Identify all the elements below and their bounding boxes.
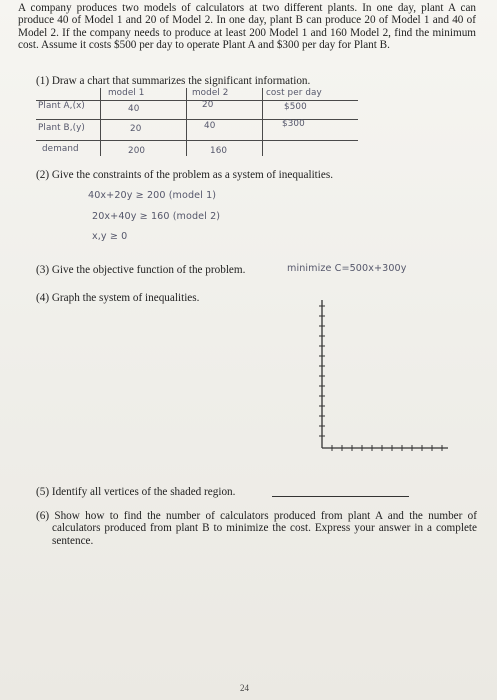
row-label-plant-b: Plant B,(y) xyxy=(38,123,85,133)
cell-demand-model1: 200 xyxy=(128,146,146,156)
summary-table xyxy=(34,88,364,158)
cell-b-model1: 20 xyxy=(130,124,142,134)
table-row-line-2 xyxy=(36,140,358,141)
cell-a-model1: 40 xyxy=(128,104,140,114)
header-model-1: model 1 xyxy=(108,88,145,98)
table-col-line-3 xyxy=(262,88,263,156)
header-cost-per-day: cost per day xyxy=(266,88,322,98)
cell-demand-model2: 160 xyxy=(210,146,228,156)
constraint-3: x,y ≥ 0 xyxy=(92,231,128,242)
table-col-line-1 xyxy=(100,88,101,156)
question-5: (5) Identify all vertices of the shaded region. xyxy=(36,486,236,498)
cell-a-cost: $500 xyxy=(284,102,307,112)
row-label-plant-a: Plant A,(x) xyxy=(38,101,85,111)
answer-line-5[interactable] xyxy=(272,496,409,497)
cell-b-cost: $300 xyxy=(282,119,305,129)
table-row-line-1 xyxy=(36,119,358,120)
question-6: (6) Show how to find the number of calculators produced from plant A and the number of calculators produced from plant B to minimize the cost. Express your answer in a complete sentence. xyxy=(36,510,477,547)
header-model-2: model 2 xyxy=(192,88,229,98)
question-4: (4) Graph the system of inequalities. xyxy=(36,292,200,304)
question-2: (2) Give the constraints of the problem as a system of inequalities. xyxy=(36,169,334,181)
objective-answer: minimize C=500x+300y xyxy=(287,263,407,274)
cell-a-model2: 20 xyxy=(202,100,214,110)
page-number: 24 xyxy=(240,683,249,693)
cell-b-model2: 40 xyxy=(204,121,216,131)
constraint-2: 20x+40y ≥ 160 (model 2) xyxy=(92,211,221,222)
question-3: (3) Give the objective function of the problem. xyxy=(36,264,246,276)
question-1: (1) Draw a chart that summarizes the significant information. xyxy=(36,75,311,87)
graph-axes[interactable] xyxy=(302,298,450,456)
problem-statement: A company produces two models of calculators at two different plants. In one day, plant A can produce 40 of Model 1 and 20 of Model 2. In one day, plant B can produce 20 of Model 1 and 40 of Model 2. If the company needs to produce at least 200 Model 1 and 160 Model 2, find the minimum cost. Assume it costs $500 per day to operate Plant A and $300 per day for Plant B. xyxy=(18,2,476,51)
table-col-line-2 xyxy=(186,88,187,156)
row-label-demand: demand xyxy=(42,144,79,154)
constraint-1: 40x+20y ≥ 200 (model 1) xyxy=(88,190,217,201)
